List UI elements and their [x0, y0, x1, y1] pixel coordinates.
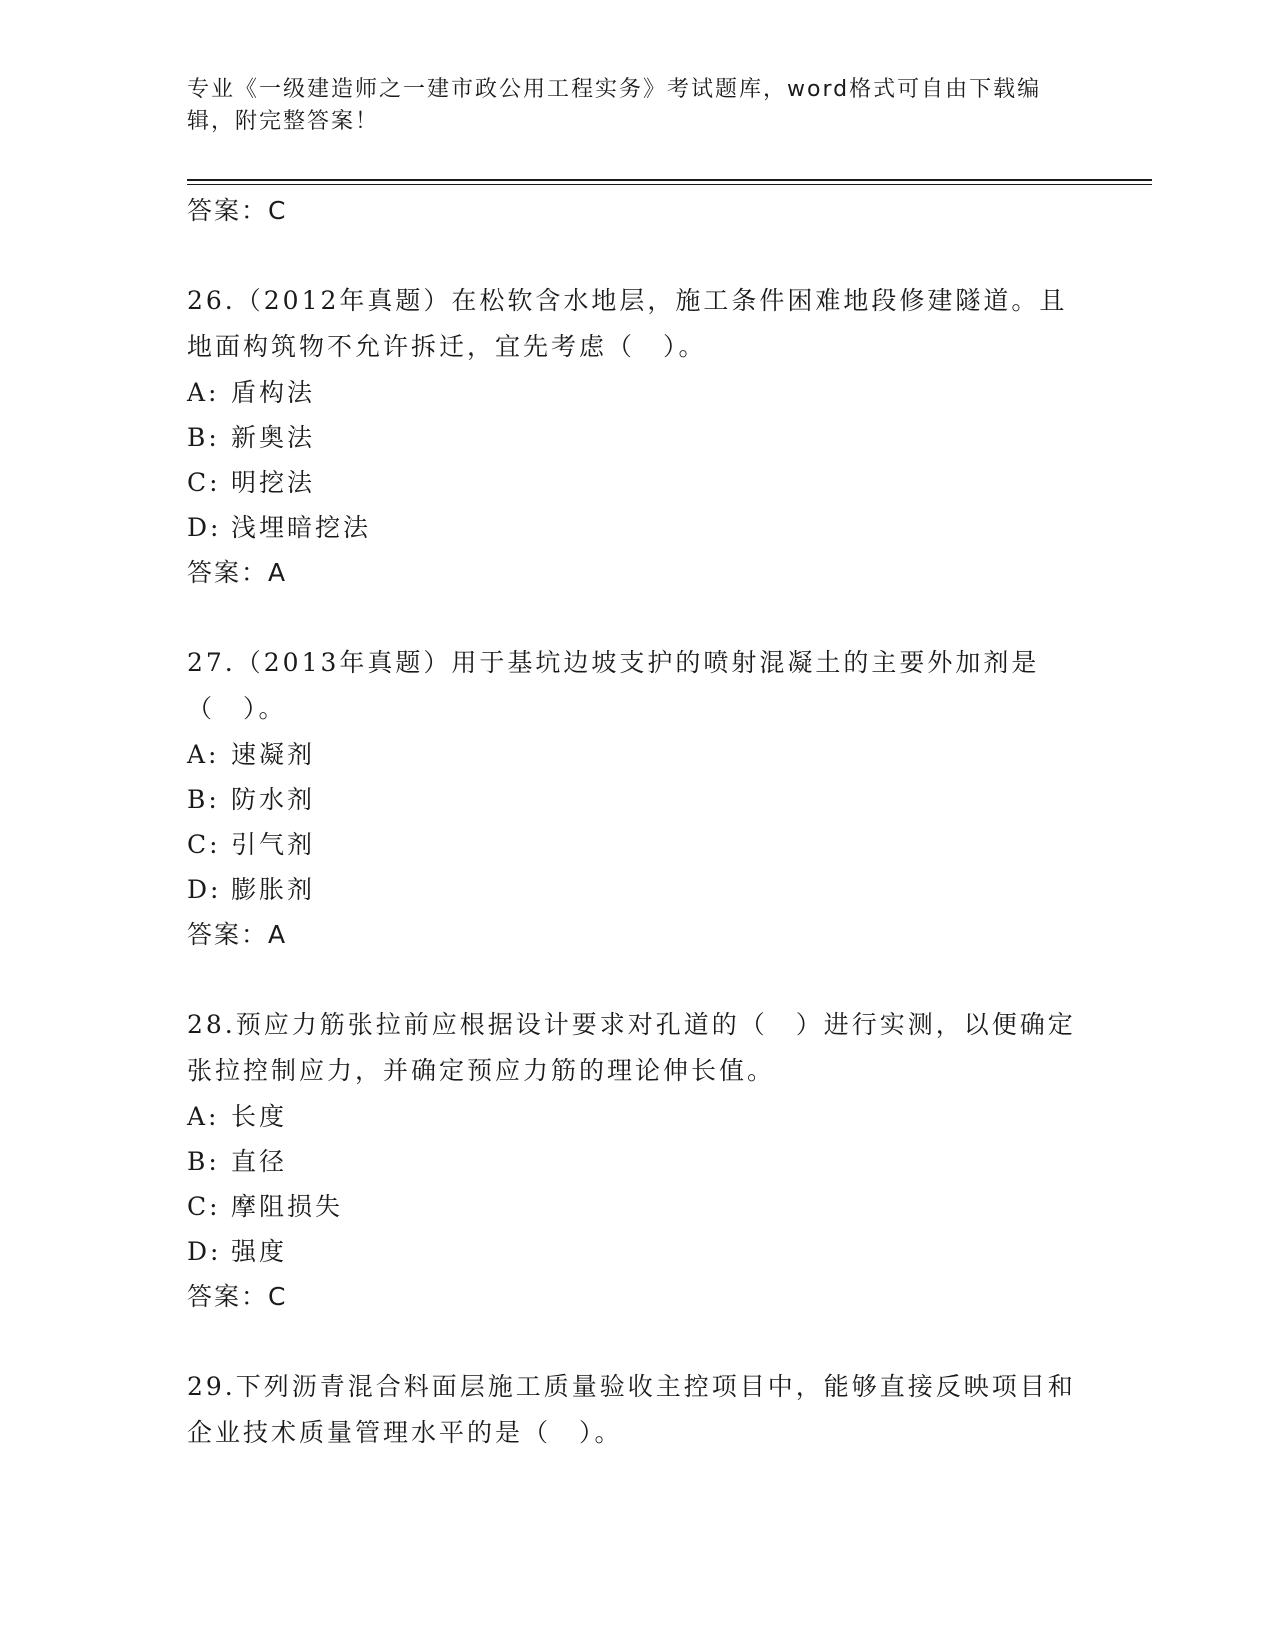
- option-a: [187, 732, 1077, 777]
- question-text: 26.（2012年真题）在松软含水地层，施工条件困难地段修建隧道。且地面构筑物不允许拆迁，宜先考虑（ ）。: [187, 286, 1068, 361]
- option-letter: C:: [187, 1192, 221, 1221]
- question-list: [187, 188, 1077, 1456]
- question-text: 28.预应力筋张拉前应根据设计要求对孔道的（ ）进行实测，以便确定张拉控制应力，并确定预应力筋的理论伸长值。: [187, 1010, 1076, 1085]
- option-c: [187, 460, 1077, 505]
- option-d: [187, 1229, 1077, 1274]
- option-c: [187, 822, 1077, 867]
- option-text: 摩阻损失: [231, 1192, 344, 1221]
- question-28: [187, 1002, 1077, 1320]
- answer: 答案：A: [187, 558, 288, 587]
- option-b: [187, 1139, 1077, 1184]
- answer: 答案：C: [187, 1282, 288, 1311]
- option-text: 浅埋暗挖法: [231, 513, 372, 542]
- option-a: [187, 370, 1077, 415]
- option-b: [187, 777, 1077, 822]
- header-divider-thin: [187, 184, 1152, 185]
- option-letter: A:: [187, 740, 220, 769]
- option-text: 新奥法: [231, 423, 316, 452]
- option-text: 强度: [231, 1237, 288, 1266]
- option-text: 膨胀剂: [231, 875, 316, 904]
- option-text: 直径: [231, 1147, 288, 1176]
- option-b: [187, 415, 1077, 460]
- option-text: 长度: [231, 1102, 288, 1131]
- option-letter: A:: [187, 1102, 220, 1131]
- option-text: 速凝剂: [231, 740, 316, 769]
- previous-answer: 答案：C: [187, 196, 288, 225]
- option-letter: D:: [187, 1237, 222, 1266]
- question-27: [187, 640, 1077, 958]
- question-text: 27.（2013年真题）用于基坑边坡支护的喷射混凝土的主要外加剂是（ ）。: [187, 648, 1040, 723]
- option-letter: B:: [187, 423, 220, 452]
- header-divider-thick: [187, 179, 1152, 181]
- option-text: 明挖法: [231, 468, 316, 497]
- question-text: 29.下列沥青混合料面层施工质量验收主控项目中，能够直接反映项目和企业技术质量管理水平的是（ ）。: [187, 1372, 1076, 1447]
- answer: 答案：A: [187, 920, 288, 949]
- option-letter: D:: [187, 875, 222, 904]
- option-letter: B:: [187, 1147, 220, 1176]
- question-29: [187, 1364, 1077, 1456]
- option-text: 盾构法: [231, 378, 316, 407]
- question-26: [187, 278, 1077, 596]
- option-letter: C:: [187, 468, 221, 497]
- option-d: [187, 867, 1077, 912]
- option-a: [187, 1094, 1077, 1139]
- option-d: [187, 505, 1077, 550]
- option-letter: B:: [187, 785, 220, 814]
- option-c: [187, 1184, 1077, 1229]
- option-letter: D:: [187, 513, 222, 542]
- option-letter: A:: [187, 378, 220, 407]
- document-header: 专业《一级建造师之一建市政公用工程实务》考试题库，word格式可自由下载编辑，附完整答案！: [187, 77, 1042, 134]
- option-letter: C:: [187, 830, 221, 859]
- option-text: 引气剂: [231, 830, 316, 859]
- option-text: 防水剂: [231, 785, 316, 814]
